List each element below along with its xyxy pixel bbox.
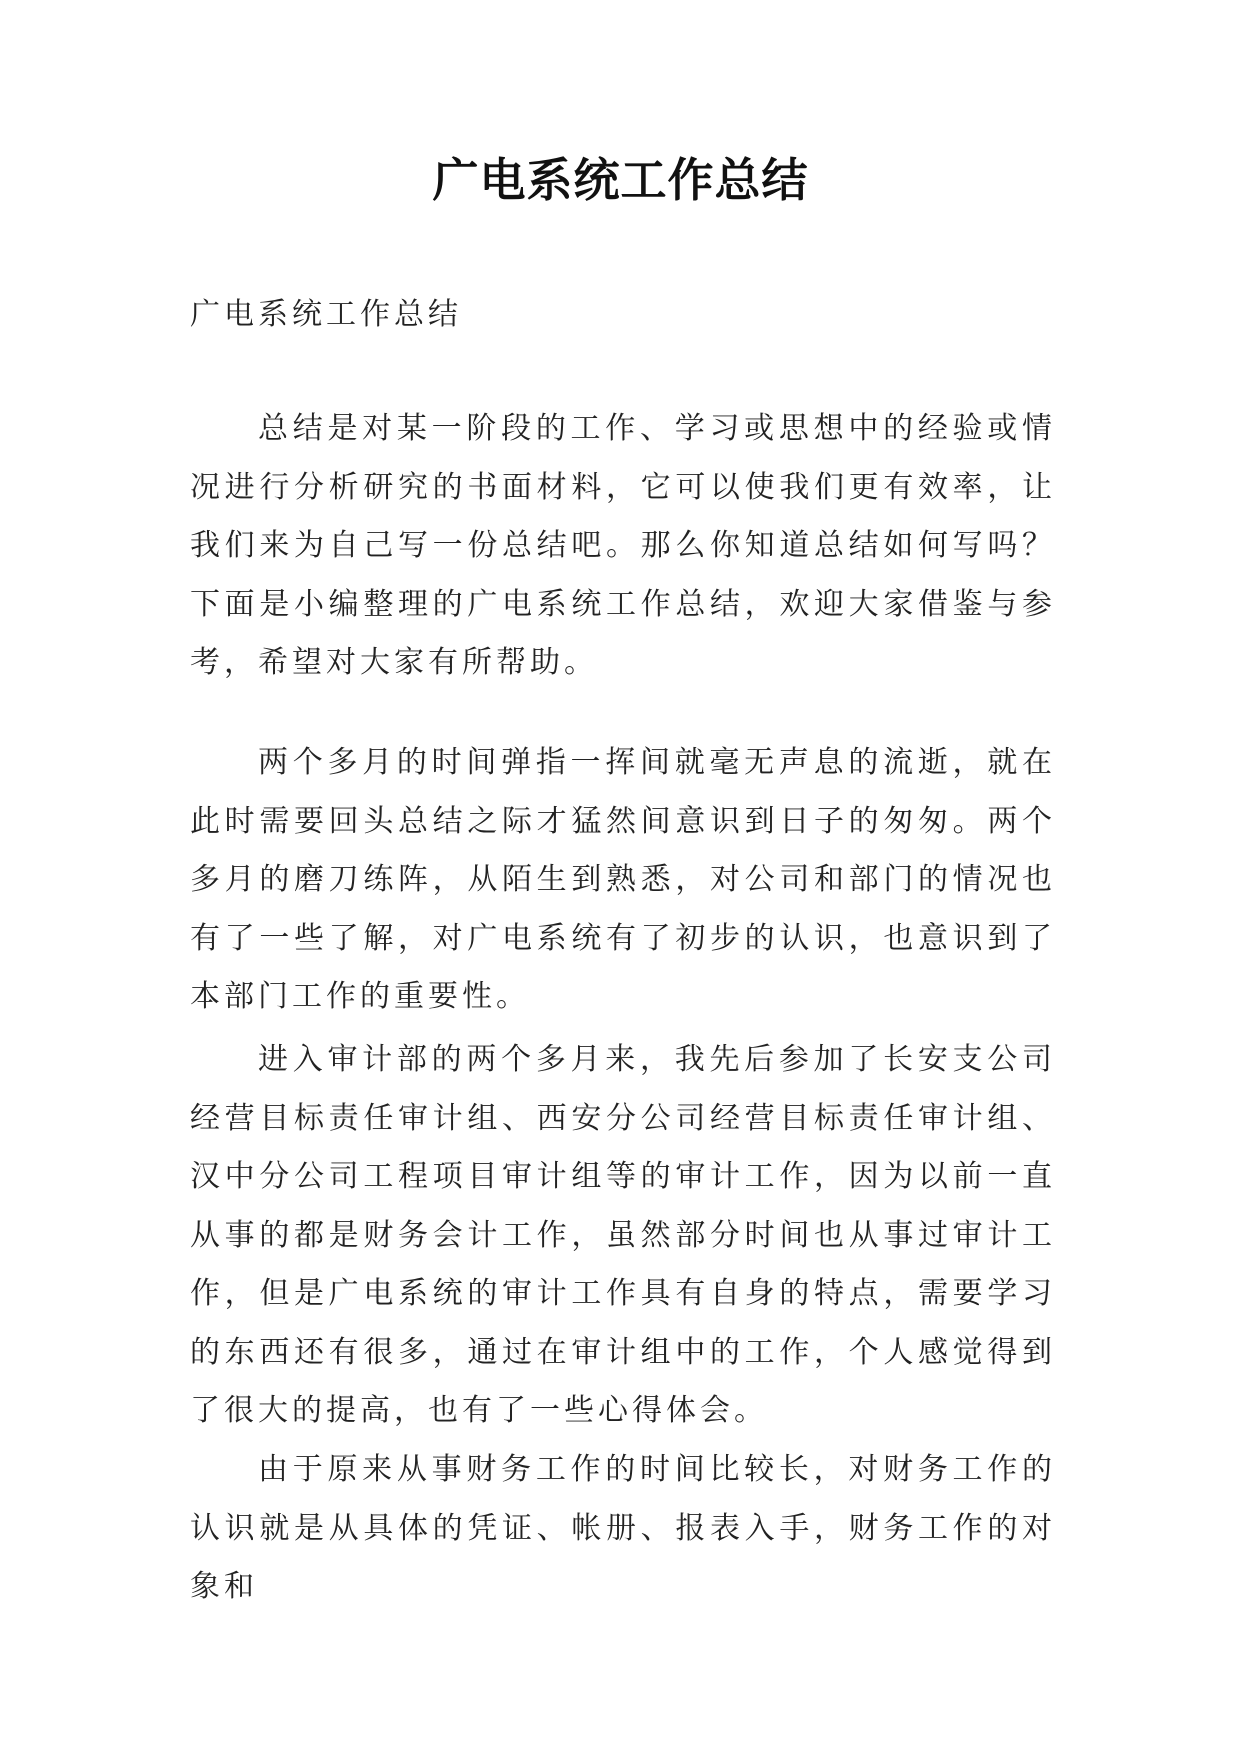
paragraph-reflection: 两个多月的时间弹指一挥间就毫无声息的流逝，就在此时需要回头总结之际才猛然间意识到日子的匆匆。两个多月的磨刀练阵，从陌生到熟悉，对公司和部门的情况也有了一些了解，对广电系统有了初步的认识，也意识到了本部门工作的重要性。 <box>190 745 1056 1014</box>
paragraph-intro: 总结是对某一阶段的工作、学习或思想中的经验或情况进行分析研究的书面材料，它可以使我们更有效率，让我们来为自己写一份总结吧。那么你知道总结如何写吗？下面是小编整理的广电系统工作总结，欢迎大家借鉴与参考，希望对大家有所帮助。 <box>190 411 1056 680</box>
document-subtitle: 广电系统工作总结 <box>190 297 462 332</box>
paragraph-finance-background: 由于原来从事财务工作的时间比较长，对财务工作的认识就是从具体的凭证、帐册、报表入手，财务工作的对象和 <box>190 1452 1056 1604</box>
document-title: 广电系统工作总结 <box>432 153 809 207</box>
paragraph-audit-experience: 进入审计部的两个多月来，我先后参加了长安支公司经营目标责任审计组、西安分公司经营目标责任审计组、汉中分公司工程项目审计组等的审计工作，因为以前一直从事的都是财务会计工作，虽然部分时间也从事过审计工作，但是广电系统的审计工作具有自身的特点，需要学习的东西还有很多，通过在审计组中的工作，个人感觉得到了很大的提高，也有了一些心得体会。 <box>190 1042 1056 1428</box>
